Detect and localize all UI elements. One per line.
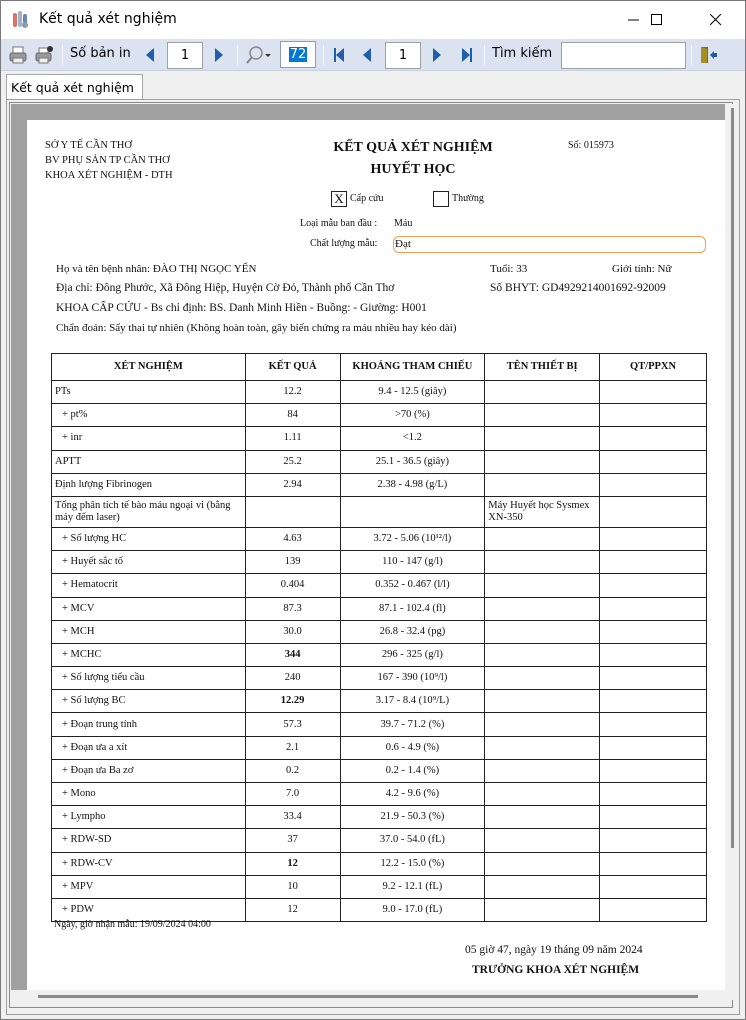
triangle-right-icon — [214, 48, 224, 62]
table-row — [52, 713, 707, 736]
cell-result: 139 — [245, 551, 340, 574]
cell-device — [485, 852, 600, 875]
cell-result: 0.404 — [245, 574, 340, 597]
cell-method — [600, 496, 707, 527]
cell-result: 37 — [245, 829, 340, 852]
cell-result: 4.63 — [245, 527, 340, 550]
cell-result: 10 — [245, 875, 340, 898]
last-page-icon — [461, 48, 473, 62]
cell-reference-range: 3.17 - 8.4 (10⁹/L) — [340, 690, 485, 713]
triangle-left-icon — [145, 48, 155, 62]
horizontal-scroll-thumb[interactable] — [38, 995, 698, 998]
last-page-button[interactable] — [459, 43, 475, 67]
printer-settings-icon — [34, 45, 54, 65]
cell-method — [600, 597, 707, 620]
org-line: KHOA XÉT NGHIỆM - DTH — [45, 170, 173, 181]
patient-insurance: Số BHYT: GD4929214001692-92009 — [490, 282, 666, 294]
cell-result: 12 — [245, 898, 340, 921]
cell-result: 30.0 — [245, 620, 340, 643]
cell-device — [485, 643, 600, 666]
cell-method — [600, 527, 707, 550]
cell-reference-range: 87.1 - 102.4 (fl) — [340, 597, 485, 620]
cell-reference-range: 21.9 - 50.3 (%) — [340, 806, 485, 829]
cell-result: 344 — [245, 643, 340, 666]
zoom-dropdown-button[interactable] — [244, 43, 274, 67]
printer-icon — [8, 45, 28, 65]
table-header-row — [52, 354, 707, 381]
cell-reference-range: 3.72 - 5.06 (10¹²/l) — [340, 527, 485, 550]
patient-gender: Giới tính: Nữ — [612, 263, 672, 275]
cell-reference-range — [340, 496, 485, 527]
sample-received-datetime: Ngày, giờ nhận mẫu: 19/09/2024 04:00 — [54, 919, 211, 930]
cell-test: + Đoạn ưa a xít — [52, 736, 246, 759]
cell-reference-range: 25.1 - 36.5 (giây) — [340, 450, 485, 473]
patient-department: KHOA CẤP CỨU - Bs chỉ định: BS. Danh Minh Hiền - Buồng: - Giường: H001 — [56, 302, 427, 314]
cell-device — [485, 427, 600, 450]
emergency-checkbox: X — [331, 191, 347, 207]
cell-device — [485, 736, 600, 759]
patient-diagnosis: Chẩn đoán: Sẩy thai tự nhiên (Không hoàn toàn, gây biến chứng ra máu nhiều hay kéo dài) — [56, 322, 457, 334]
cell-test: + Đoạn ưa Ba zơ — [52, 759, 246, 782]
close-button[interactable] — [693, 1, 739, 39]
table-row — [52, 783, 707, 806]
cell-result: 87.3 — [245, 597, 340, 620]
cell-method — [600, 473, 707, 496]
print-setup-button[interactable] — [33, 43, 55, 67]
cell-result: 7.0 — [245, 783, 340, 806]
table-row — [52, 875, 707, 898]
maximize-button[interactable] — [634, 1, 680, 39]
cell-test: + Lympho — [52, 806, 246, 829]
cell-device — [485, 875, 600, 898]
cell-method — [600, 783, 707, 806]
cell-device — [485, 783, 600, 806]
cell-test: + Hematocrit — [52, 574, 246, 597]
cell-result: 84 — [245, 404, 340, 427]
cell-test: + MCHC — [52, 643, 246, 666]
tab-strip — [1, 71, 745, 99]
cell-method — [600, 852, 707, 875]
table-row — [52, 620, 707, 643]
cell-method — [600, 643, 707, 666]
cell-device — [485, 381, 600, 404]
close-icon — [710, 14, 722, 26]
cell-method — [600, 690, 707, 713]
cell-device — [485, 667, 600, 690]
table-row — [52, 690, 707, 713]
table-row — [52, 806, 707, 829]
cell-reference-range: 9.4 - 12.5 (giây) — [340, 381, 485, 404]
vertical-scroll-thumb[interactable] — [731, 108, 734, 848]
org-line: BV PHỤ SẢN TP CẦN THƠ — [45, 155, 170, 166]
next-page-button[interactable] — [429, 43, 445, 67]
search-input[interactable] — [561, 42, 686, 69]
maximize-icon — [651, 14, 663, 26]
toolbar-separator — [691, 45, 692, 65]
cell-method — [600, 806, 707, 829]
window-title: Kết quả xét nghiệm — [39, 11, 177, 27]
normal-label: Thường — [452, 193, 484, 204]
report-title: KẾT QUẢ XÉT NGHIỆM — [333, 140, 493, 155]
cell-test: + Đoạn trung tính — [52, 713, 246, 736]
cell-method — [600, 898, 707, 921]
table-row — [52, 852, 707, 875]
header-reference-range: KHOẢNG THAM CHIẾU — [340, 354, 485, 381]
cell-device — [485, 597, 600, 620]
cell-result: 0.2 — [245, 759, 340, 782]
cell-device — [485, 450, 600, 473]
table-row — [52, 736, 707, 759]
cell-reference-range: >70 (%) — [340, 404, 485, 427]
cell-device — [485, 551, 600, 574]
cell-device: Máy Huyết học Sysmex XN-350 — [485, 496, 600, 527]
magnifier-icon — [245, 45, 273, 65]
first-page-button[interactable] — [331, 43, 347, 67]
table-row — [52, 597, 707, 620]
cell-result — [245, 496, 340, 527]
cell-test: + RDW-CV — [52, 852, 246, 875]
cell-result: 240 — [245, 667, 340, 690]
sample-quality-label: Chất lượng mẫu: — [310, 238, 378, 249]
org-line: SỞ Y TẾ CẦN THƠ — [45, 140, 132, 151]
cell-result: 33.4 — [245, 806, 340, 829]
cell-device — [485, 806, 600, 829]
cell-device — [485, 898, 600, 921]
patient-address: Địa chỉ: Đông Phước, Xã Đông Hiệp, Huyện Cờ Đỏ, Thành phố Cần Thơ — [56, 282, 395, 294]
previous-page-button[interactable] — [359, 43, 375, 67]
copies-decrease-button[interactable] — [142, 43, 158, 67]
cell-method — [600, 450, 707, 473]
report-subtitle: HUYẾT HỌC — [370, 162, 456, 177]
table-row — [52, 667, 707, 690]
zoom-input[interactable] — [280, 41, 316, 68]
cell-device — [485, 473, 600, 496]
cell-device — [485, 829, 600, 852]
table-row — [52, 574, 707, 597]
cell-method — [600, 736, 707, 759]
cell-test: + inr — [52, 427, 246, 450]
cell-result: 12 — [245, 852, 340, 875]
cell-method — [600, 404, 707, 427]
page-number-input[interactable]: 1 — [385, 42, 421, 69]
cell-test: Tổng phân tích tế bào máu ngoại vi (bằng máy đếm laser) — [52, 496, 246, 527]
triangle-left-icon — [362, 48, 372, 62]
cell-method — [600, 829, 707, 852]
cell-device — [485, 620, 600, 643]
cell-method — [600, 620, 707, 643]
cell-device — [485, 713, 600, 736]
copies-label: Số bản in — [70, 46, 131, 61]
cell-device — [485, 759, 600, 782]
cell-test: + PDW — [52, 898, 246, 921]
toolbar-separator — [484, 45, 485, 65]
lab-tubes-icon — [12, 10, 30, 30]
cell-test: + RDW-SD — [52, 829, 246, 852]
cell-reference-range: 0.6 - 4.9 (%) — [340, 736, 485, 759]
zoom-value: 72 — [289, 47, 307, 62]
horizontal-scrollbar[interactable] — [11, 990, 725, 1004]
cell-reference-range: 4.2 - 9.6 (%) — [340, 783, 485, 806]
exit-door-icon — [698, 45, 718, 65]
cell-method — [600, 713, 707, 736]
cell-test: + Số lượng HC — [52, 527, 246, 550]
table-row — [52, 496, 707, 527]
toolbar-separator — [237, 45, 238, 65]
table-row — [52, 643, 707, 666]
cell-test: + Số lượng tiểu cầu — [52, 667, 246, 690]
cell-reference-range: 37.0 - 54.0 (fL) — [340, 829, 485, 852]
cell-reference-range: 167 - 390 (10⁹/l) — [340, 667, 485, 690]
cell-test: + MCH — [52, 620, 246, 643]
cell-method — [600, 574, 707, 597]
signed-datetime: 05 giờ 47, ngày 19 tháng 09 năm 2024 — [465, 944, 643, 956]
table-row — [52, 829, 707, 852]
report-number: Số: 015973 — [568, 140, 614, 151]
cell-result: 12.29 — [245, 690, 340, 713]
header-device: TÊN THIẾT BỊ — [485, 354, 600, 381]
header-result: KẾT QUẢ — [245, 354, 340, 381]
cell-result: 2.94 — [245, 473, 340, 496]
sample-type-value: Máu — [394, 218, 413, 229]
cell-method — [600, 427, 707, 450]
table-row — [52, 759, 707, 782]
cell-method — [600, 875, 707, 898]
cell-method — [600, 381, 707, 404]
cell-result: 2.1 — [245, 736, 340, 759]
cell-test: + pt% — [52, 404, 246, 427]
cell-device — [485, 574, 600, 597]
cell-method — [600, 551, 707, 574]
results-table — [51, 353, 707, 922]
patient-age: Tuổi: 33 — [490, 263, 528, 275]
signer-title: TRƯỞNG KHOA XÉT NGHIỆM — [472, 964, 640, 976]
cell-reference-range: 296 - 325 (g/l) — [340, 643, 485, 666]
cell-reference-range: 110 - 147 (g/l) — [340, 551, 485, 574]
table-row — [52, 450, 707, 473]
cell-method — [600, 667, 707, 690]
cell-test: + Số lượng BC — [52, 690, 246, 713]
organization-header — [45, 138, 173, 183]
cell-reference-range: 9.0 - 17.0 (fL) — [340, 898, 485, 921]
cell-device — [485, 404, 600, 427]
header-method: QT/PPXN — [600, 354, 707, 381]
cell-reference-range: 0.352 - 0.467 (l/l) — [340, 574, 485, 597]
triangle-right-icon — [432, 48, 442, 62]
cell-result: 25.2 — [245, 450, 340, 473]
cell-reference-range: 0.2 - 1.4 (%) — [340, 759, 485, 782]
cell-test: APTT — [52, 450, 246, 473]
cell-test: + Mono — [52, 783, 246, 806]
cell-reference-range: 2.38 - 4.98 (g/L) — [340, 473, 485, 496]
print-button[interactable] — [7, 43, 29, 67]
sample-type-label: Loại mẫu ban đầu : — [300, 218, 378, 229]
table-row — [52, 427, 707, 450]
toolbar-separator — [323, 45, 324, 65]
cell-reference-range: 9.2 - 12.1 (fL) — [340, 875, 485, 898]
first-page-icon — [333, 48, 345, 62]
emergency-label: Cấp cứu — [350, 193, 384, 204]
cell-result: 12.2 — [245, 381, 340, 404]
cell-test: PTs — [52, 381, 246, 404]
cell-reference-range: 12.2 - 15.0 (%) — [340, 852, 485, 875]
cell-reference-range: 39.7 - 71.2 (%) — [340, 713, 485, 736]
cell-test: + MCV — [52, 597, 246, 620]
cell-result: 1.11 — [245, 427, 340, 450]
cell-test: + Huyết sắc tố — [52, 551, 246, 574]
search-label: Tìm kiếm — [492, 46, 553, 61]
copies-input[interactable]: 1 — [167, 42, 203, 69]
header-test: XÉT NGHIỆM — [52, 354, 246, 381]
exit-button[interactable] — [697, 43, 719, 67]
sample-quality-field: Đạt — [393, 236, 706, 253]
title-bar — [1, 1, 745, 39]
cell-test: Định lượng Fibrinogen — [52, 473, 246, 496]
cell-device — [485, 527, 600, 550]
cell-reference-range: 26.8 - 32.4 (pg) — [340, 620, 485, 643]
table-row — [52, 551, 707, 574]
normal-checkbox — [433, 191, 449, 207]
cell-device — [485, 690, 600, 713]
cell-method — [600, 759, 707, 782]
cell-test: + MPV — [52, 875, 246, 898]
cell-reference-range: <1.2 — [340, 427, 485, 450]
copies-increase-button[interactable] — [211, 43, 227, 67]
vertical-scrollbar[interactable] — [727, 104, 737, 1000]
table-row — [52, 404, 707, 427]
tab-ket-qua-xet-nghiem[interactable]: Kết quả xét nghiệm — [6, 74, 143, 99]
toolbar-separator — [62, 45, 63, 65]
table-row — [52, 527, 707, 550]
cell-result: 57.3 — [245, 713, 340, 736]
table-row — [52, 473, 707, 496]
patient-name: Họ và tên bệnh nhân: ĐÀO THỊ NGỌC YẾN — [56, 263, 257, 275]
table-row — [52, 381, 707, 404]
